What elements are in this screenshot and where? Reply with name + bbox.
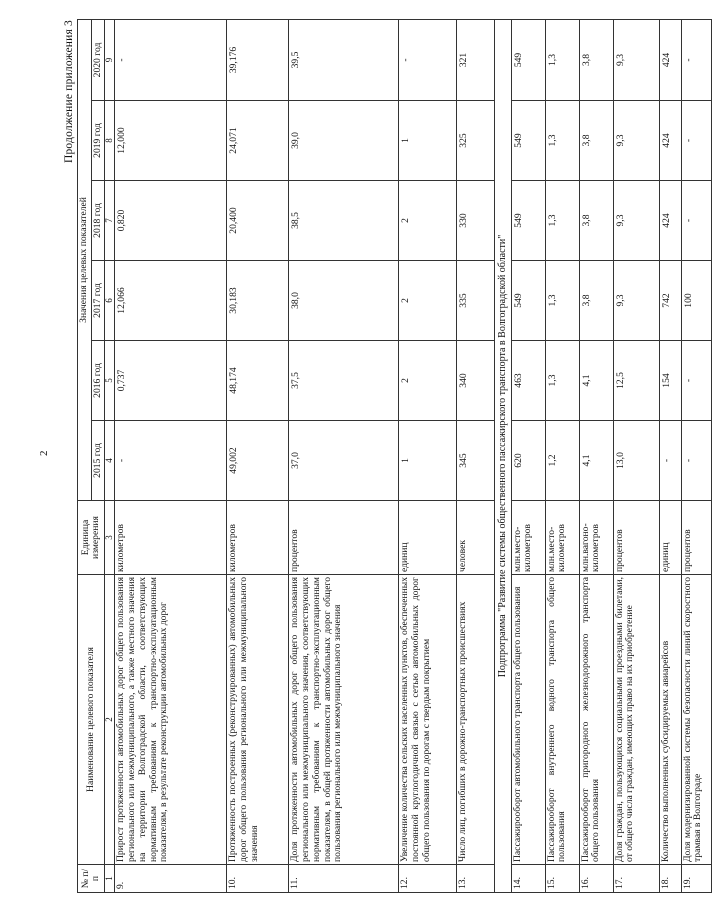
header-year: 2020 год [91,19,105,100]
value-cell: 12,000 [115,101,227,181]
header-year: 2018 год [91,181,105,261]
unit-cell: процентов [289,501,399,575]
column-index: 6 [105,261,115,341]
value-cell: 100 [681,261,711,341]
unit-cell: процентов [681,501,711,575]
value-cell: 30,183 [227,261,289,341]
value-cell: 39,176 [227,19,289,100]
value-cell: 13,0 [613,421,659,501]
indicator-name: Увеличение количества сельских населенных пунктов, обеспеченных постоянной круглогодичной связью с сетью автомобильных дорог общего пользования по дорогам с твердым покрытием [399,575,457,865]
value-cell: - [399,19,457,100]
column-index: 9 [105,19,115,100]
unit-cell: километров [227,501,289,575]
value-cell: 12,5 [613,341,659,421]
value-cell: 1 [399,101,457,181]
value-cell: 325 [457,101,495,181]
value-cell: 9,3 [613,181,659,261]
table-row [659,19,681,892]
table-row [545,19,579,892]
header-year: 2015 год [91,421,105,501]
value-cell: 1,3 [545,19,579,100]
header-unit: Единица измерения [78,501,105,575]
value-cell: 2 [399,341,457,421]
value-cell: 39,5 [289,19,399,100]
value-cell: 620 [511,421,545,501]
indicator-name: Прирост протяженности автомобильных дорог общего пользования регионального или межмуниципального, а также местного значения на территории Волгоградской области, соответствующих нормативным требованиям к транспортно-эксплуатационным показателям, в результате реконструкции автомобильных дорог [115,575,227,865]
row-number: 14. [511,865,545,893]
unit-cell: единиц [659,501,681,575]
column-index: 1 [105,865,115,893]
value-cell: 1,2 [545,421,579,501]
value-cell: 1,3 [545,101,579,181]
value-cell: 2 [399,181,457,261]
table-row [457,19,495,892]
rotated-page [63,20,704,893]
value-cell: 3,8 [579,181,613,261]
table-row [511,19,545,892]
value-cell: 39,0 [289,101,399,181]
subprogram-title: Подпрограмма "Развитие системы общественного пассажирского транспорта в Волгоградской области" [495,19,511,892]
table-row [227,19,289,892]
value-cell: 37,0 [289,421,399,501]
column-index-row [105,19,115,892]
value-cell: 340 [457,341,495,421]
value-cell: 549 [511,101,545,181]
value-cell: 330 [457,181,495,261]
value-cell: 424 [659,181,681,261]
value-cell: 20,400 [227,181,289,261]
value-cell: 549 [511,19,545,100]
value-cell: 49,002 [227,421,289,501]
value-cell: 742 [659,261,681,341]
value-cell: 549 [511,261,545,341]
row-number: 19. [681,865,711,893]
value-cell: 463 [511,341,545,421]
value-cell: - [681,101,711,181]
value-cell: 0,820 [115,181,227,261]
column-index: 5 [105,341,115,421]
column-index: 8 [105,101,115,181]
indicator-name: Число лиц, погибших в дорожно-транспортных происшествиях [457,575,495,865]
value-cell: - [681,421,711,501]
indicator-name: Протяженность построенных (реконструированных) автомобильных дорог общего пользования регионального или межмуниципального значения [227,575,289,865]
value-cell: 38,5 [289,181,399,261]
column-index: 7 [105,181,115,261]
table-row [289,19,399,892]
table-row [115,19,227,892]
value-cell: 154 [659,341,681,421]
column-index: 3 [105,501,115,575]
value-cell: 1,3 [545,341,579,421]
indicator-name: Пассажирооборот пригородного железнодорожного транспорта общего пользования [579,575,613,865]
row-number: 18. [659,865,681,893]
value-cell: 9,3 [613,19,659,100]
unit-cell: человек [457,501,495,575]
row-number: 9. [115,865,227,893]
unit-cell: млн.вагоно-километров [579,501,613,575]
unit-cell: млн.место-километров [511,501,545,575]
value-cell: 1,3 [545,181,579,261]
indicators-table [77,19,712,893]
row-number: 15. [545,865,579,893]
indicator-name: Доля модернизированной системы безопасности линий скоростного трамвая в Волгограде [681,575,711,865]
indicator-name: Доля граждан, пользующихся социальными проездными билетами, от общего числа граждан, имеющих право на их приобретение [613,575,659,865]
value-cell: 424 [659,101,681,181]
value-cell: - [681,341,711,421]
value-cell: 3,8 [579,19,613,100]
table-row [399,19,457,892]
page-number: 2 [38,450,50,456]
value-cell: 4,1 [579,421,613,501]
value-cell: 3,8 [579,261,613,341]
value-cell: - [681,181,711,261]
value-cell: 1 [399,421,457,501]
subprogram-row [495,19,511,892]
indicator-name: Пассажирооборот внутреннего водного транспорта общего пользования [545,575,579,865]
column-index: 2 [105,575,115,865]
value-cell: - [659,421,681,501]
row-number: 11. [289,865,399,893]
header-year: 2019 год [91,101,105,181]
value-cell: 37,5 [289,341,399,421]
value-cell: 9,3 [613,261,659,341]
value-cell: - [115,421,227,501]
value-cell: - [681,19,711,100]
indicator-name: Количество выполненных субсидируемых авиарейсов [659,575,681,865]
indicator-name: Пассажирооборот автомобильного транспорта общего пользования [511,575,545,865]
unit-cell: млн.место-километров [545,501,579,575]
table-row [681,19,711,892]
table-row [613,19,659,892]
row-number: 16. [579,865,613,893]
value-cell: 345 [457,421,495,501]
row-number: 17. [613,865,659,893]
row-number: 12. [399,865,457,893]
continuation-label: Продолжение приложения 3 [63,20,75,164]
value-cell: 2 [399,261,457,341]
indicator-name: Доля протяженности автомобильных дорог общего пользования регионального или межмуниципального значения, соответствующих нормативным требованиям к транспортно-эксплуатационным показателям, в общей протяженности автомобильных дорог общего пользования регионального или межмуниципального значения [289,575,399,865]
value-cell: 48,174 [227,341,289,421]
value-cell: 335 [457,261,495,341]
header-name: Наименование целевого показателя [78,575,105,865]
value-cell: 9,3 [613,101,659,181]
header-year: 2016 год [91,341,105,421]
value-cell: 12,066 [115,261,227,341]
row-number: 13. [457,865,495,893]
value-cell: 4,1 [579,341,613,421]
value-cell: 3,8 [579,101,613,181]
header-year: 2017 год [91,261,105,341]
value-cell: 38,0 [289,261,399,341]
header-no: № п/п [78,865,105,893]
table-row [579,19,613,892]
value-cell: 1,3 [545,261,579,341]
unit-cell: процентов [613,501,659,575]
value-cell: 424 [659,19,681,100]
value-cell: 321 [457,19,495,100]
header-values-group: Значения целевых показателей [78,19,92,500]
column-index: 4 [105,421,115,501]
value-cell: 549 [511,181,545,261]
value-cell: 0,737 [115,341,227,421]
unit-cell: единиц [399,501,457,575]
value-cell: 24,071 [227,101,289,181]
value-cell: - [115,19,227,100]
unit-cell: километров [115,501,227,575]
header-row-1 [78,19,92,892]
row-number: 10. [227,865,289,893]
